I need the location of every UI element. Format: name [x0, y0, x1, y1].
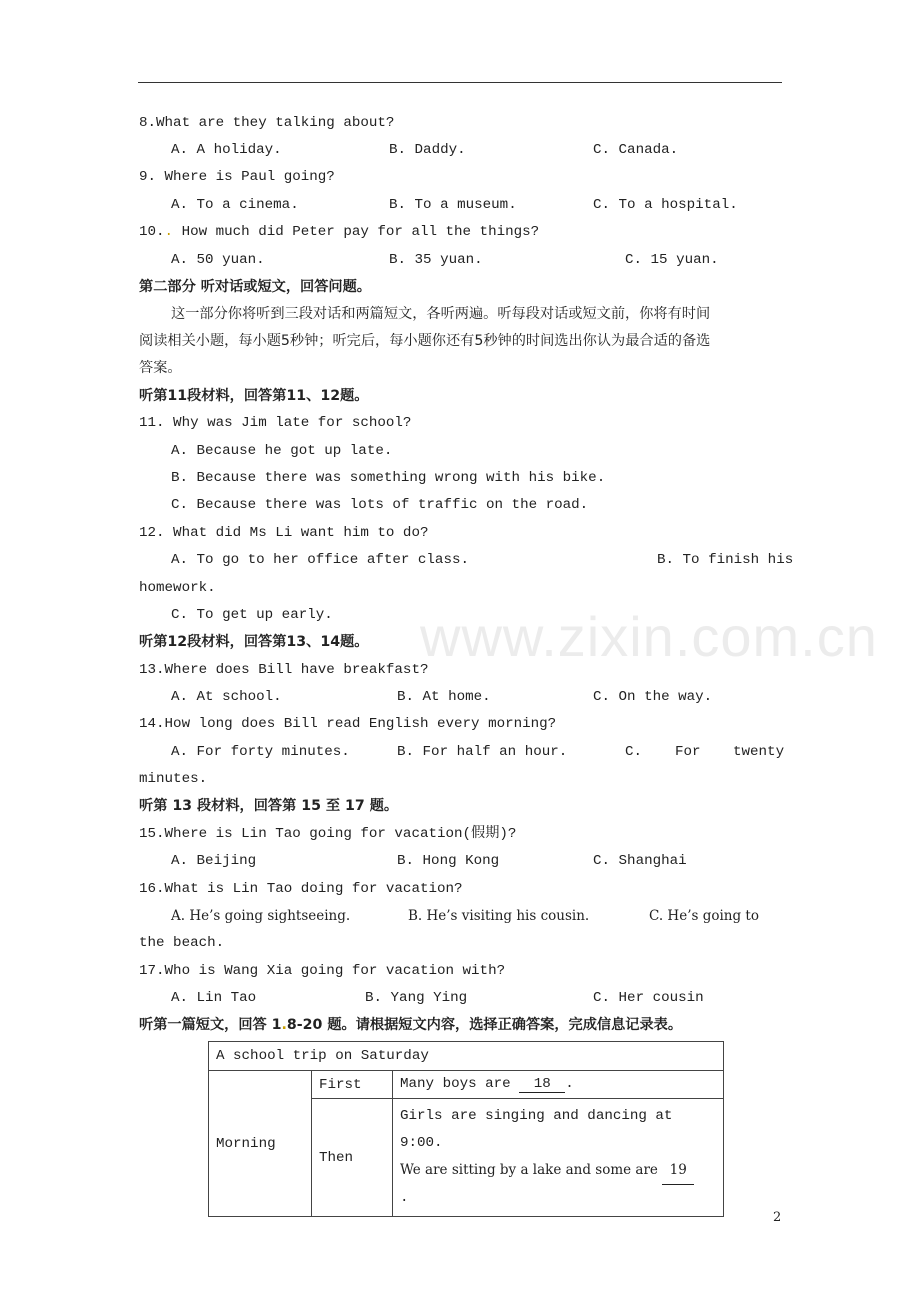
watermark: www.zixin.com.cn	[420, 605, 878, 668]
blank-19: 19	[662, 1157, 694, 1185]
blank-18: 18	[519, 1076, 565, 1093]
table-then-content	[393, 1099, 724, 1217]
part2-instruction-line2: 阅读相关小题，每小题5秒钟；听完后，每小题你还有5秒钟的时间选出你认为最合适的备选	[139, 333, 711, 349]
q15-option-c: C. Shanghai	[593, 853, 687, 869]
q9-option-a: A. To a cinema.	[171, 197, 299, 213]
q17-option-a: A. Lin Tao	[171, 990, 257, 1006]
part2-instruction-line1: 这一部分你将听到三段对话和两篇短文，各听两遍。听每段对话或短文前，你将有时间	[171, 306, 711, 322]
passage-1-heading-pre: 听第一篇短文，回答 1	[139, 1017, 282, 1033]
question-12: 12. What did Ms Li want him to do?	[139, 525, 429, 541]
q12-option-a: A. To go to her office after class.	[171, 552, 469, 568]
table-then-end: .	[400, 1190, 409, 1206]
q8-option-b: B. Daddy.	[389, 142, 466, 158]
q14-option-b: B. For half an hour.	[397, 744, 568, 760]
question-17: 17.Who is Wang Xia going for vacation with?	[139, 963, 506, 979]
q14-option-c-word2: twenty	[733, 744, 785, 760]
passage-1-heading	[139, 1016, 682, 1034]
q10-stray-dot: .	[164, 224, 174, 240]
q17-option-c: C. Her cousin	[593, 990, 704, 1006]
question-15: 15.Where is Lin Tao going for vacation(假期)?	[139, 826, 517, 842]
q12-option-b-continued: homework.	[139, 580, 216, 596]
q11-option-a: A. Because he got up late.	[171, 443, 393, 459]
question-10	[139, 223, 539, 241]
table-first-cell: First	[312, 1071, 393, 1099]
passage-1-stray-dot: .	[281, 1017, 287, 1033]
question-16: 16.What is Lin Tao doing for vacation?	[139, 881, 463, 897]
q10-option-c: C. 15 yuan.	[625, 252, 719, 268]
q9-option-b: B. To a museum.	[389, 197, 517, 213]
table-title: A school trip on Saturday	[209, 1042, 724, 1071]
q14-option-c-word1: For	[675, 744, 701, 760]
q10-stem-text: How much did Peter pay for all the things?	[173, 224, 540, 240]
table-then-line2	[400, 1157, 716, 1185]
section-13-heading: 听第 13 段材料，回答第 15 至 17 题。	[139, 798, 399, 814]
page-number: 2	[773, 1210, 782, 1225]
table-first-content	[393, 1071, 724, 1099]
q16-option-b: B. He’s visiting his cousin.	[408, 908, 590, 924]
info-record-table	[208, 1041, 724, 1217]
question-9: 9. Where is Paul going?	[139, 169, 335, 185]
question-8: 8.What are they talking about?	[139, 115, 395, 131]
q14-option-c-label: C.	[625, 744, 643, 760]
q12-option-c: C. To get up early.	[171, 607, 333, 623]
q11-option-b: B. Because there was something wrong with his bike.	[171, 470, 606, 486]
q11-option-c: C. Because there was lots of traffic on the road.	[171, 497, 589, 513]
q16-option-c-continued: the beach.	[139, 935, 225, 951]
q14-option-c-continued: minutes.	[139, 771, 208, 787]
q8-option-a: A. A holiday.	[171, 142, 282, 158]
q10-number: 10.	[139, 224, 165, 240]
table-morning-cell: Morning	[209, 1071, 312, 1217]
question-13: 13.Where does Bill have breakfast?	[139, 662, 429, 678]
q15-option-a: A. Beijing	[171, 853, 257, 869]
section-12-heading: 听第12段材料，回答第13、14题。	[139, 634, 369, 650]
q8-option-c: C. Canada.	[593, 142, 679, 158]
table-then-line1: Girls are singing and dancing at 9:00.	[400, 1108, 673, 1151]
table-then-line2-text: We are sitting by a lake and some are	[400, 1162, 663, 1178]
table-first-text: Many boys are	[400, 1076, 520, 1092]
question-11: 11. Why was Jim late for school?	[139, 415, 412, 431]
table-then-cell: Then	[312, 1099, 393, 1217]
q16-option-a: A. He’s going sightseeing.	[171, 908, 351, 924]
section-11-heading: 听第11段材料，回答第11、12题。	[139, 388, 369, 404]
q10-option-b: B. 35 yuan.	[389, 252, 483, 268]
header-rule	[138, 82, 782, 83]
q17-option-b: B. Yang Ying	[365, 990, 468, 1006]
part2-instruction-line3: 答案。	[139, 360, 182, 376]
q16-option-c: C. He’s going to	[649, 908, 759, 924]
part2-title: 第二部分 听对话或短文，回答问题。	[139, 279, 371, 295]
q9-option-c: C. To a hospital.	[593, 197, 738, 213]
q13-option-c: C. On the way.	[593, 689, 713, 705]
q15-option-b: B. Hong Kong	[397, 853, 500, 869]
q14-option-a: A. For forty minutes.	[171, 744, 350, 760]
q13-option-a: A. At school.	[171, 689, 282, 705]
table-first-end: .	[565, 1076, 574, 1092]
q12-option-b: B. To finish his	[657, 552, 794, 568]
q10-option-a: A. 50 yuan.	[171, 252, 265, 268]
q13-option-b: B. At home.	[397, 689, 491, 705]
question-14: 14.How long does Bill read English every morning?	[139, 716, 557, 732]
passage-1-heading-post: 8-20 题。请根据短文内容，选择正确答案，完成信息记录表。	[286, 1017, 683, 1033]
